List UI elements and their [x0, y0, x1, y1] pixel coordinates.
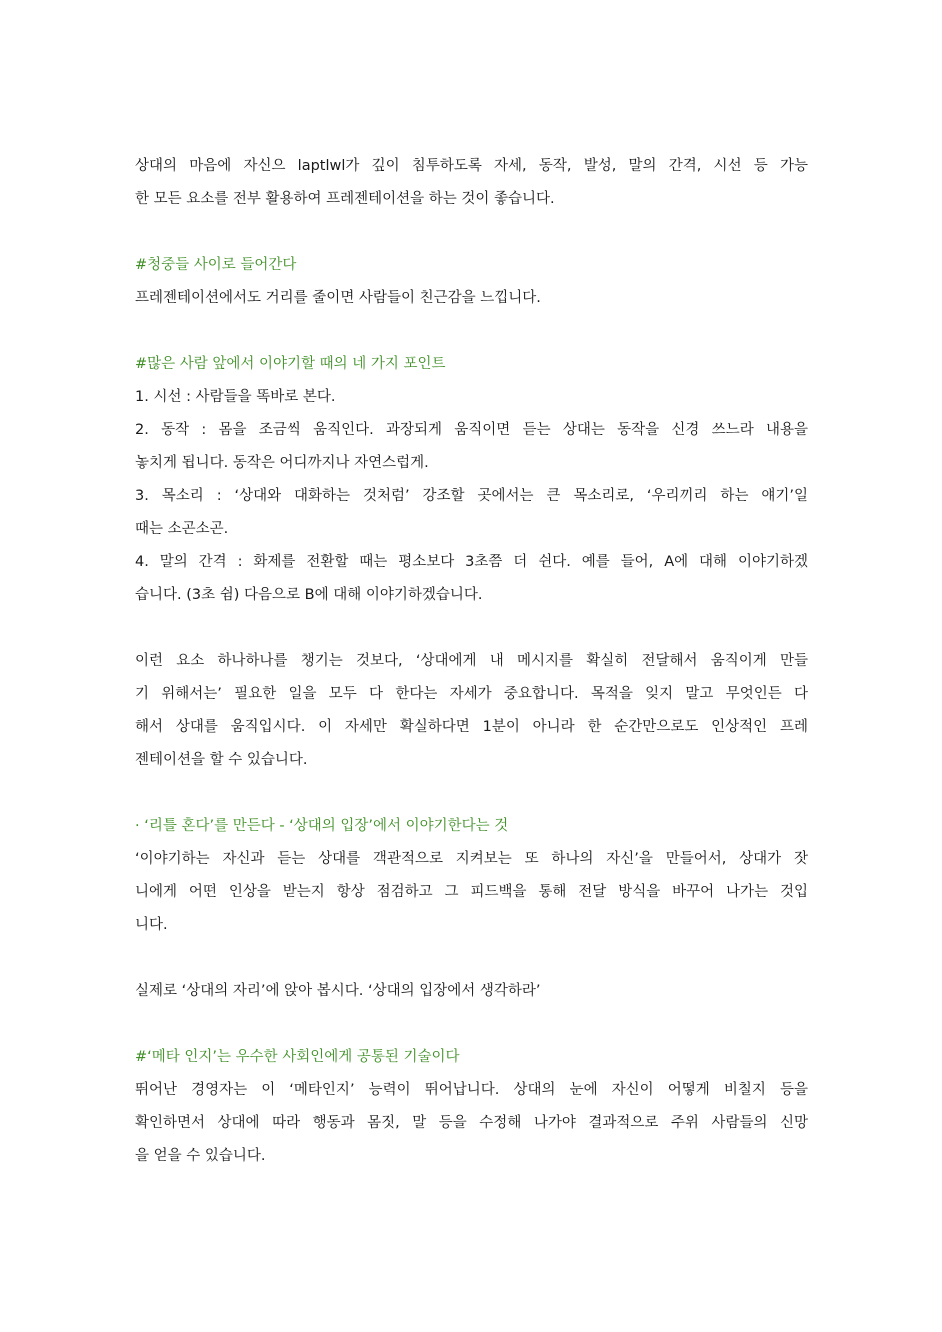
point-3-line-1: 3. 목소리 : ‘상대와 대화하는 것처럼’ 강조할 곳에서는 큰 목소리로, ‘우리끼리 하는 얘기’일 [135, 488, 808, 504]
paragraph-attitude-line-3: 해서 상대를 움직입시다. 이 자세만 확실하다면 1분이 아니라 한 순간만으로도 인상적인 프레 [135, 719, 808, 735]
point-1: 1. 시선 : 사람들을 똑바로 본다. [135, 389, 336, 405]
spacer [135, 942, 808, 975]
point-3-line-2: 때는 소곤소곤. [135, 521, 229, 537]
paragraph-attitude-line-2: 기 위해서는’ 필요한 일을 모두 다 한다는 자세가 중요합니다. 목적을 잊지 말고 무엇인든 다 [135, 686, 808, 702]
point-2-line-1: 2. 동작 : 몸을 조금씩 움직인다. 과장되게 움직이면 듣는 상대는 동작을 신경 쓰느라 내용을 [135, 422, 808, 438]
intro-line-1: 상대의 마음에 자신으 laptlwl가 깊이 침투하도록 자세, 동작, 발성, 말의 간격, 시선 등 가능 [135, 158, 808, 174]
spacer [135, 777, 808, 810]
point-4-line-1: 4. 말의 간격 : 화제를 전환할 때는 평소보다 3초쯤 더 쉰다. 예를 들어, A에 대해 이야기하겠 [135, 554, 808, 570]
paragraph-attitude-line-1: 이런 요소 하나하나를 챙기는 것보다, ‘상대에게 내 메시지를 확실히 전달해서 움직이게 만들 [135, 653, 808, 669]
section-heading-little-honda: · ‘리틀 혼다’를 만든다 - ‘상대의 입장’에서 이야기한다는 것 [135, 818, 509, 834]
document-page [135, 150, 808, 1173]
paragraph-attitude-line-4: 젠테이션을 할 수 있습니다. [135, 752, 308, 768]
section-little-honda-line-1: ‘이야기하는 자신과 듣는 상대를 객관적으로 지켜보는 또 하나의 자신’을 만들어서, 상대가 잣 [135, 851, 808, 867]
point-2-line-2: 놓치게 됩니다. 동작은 어디까지나 자연스럽게. [135, 455, 429, 471]
paragraph-seat-line-1: 실제로 ‘상대의 자리’에 앉아 봅시다. ‘상대의 입장에서 생각하라’ [135, 983, 541, 999]
section-heading-audience: #청중들 사이로 들어간다 [135, 257, 297, 273]
section-meta-cognition-line-2: 확인하면서 상대에 따라 행동과 몸짓, 말 등을 수정해 나가야 결과적으로 주위 사람들의 신망 [135, 1115, 808, 1131]
spacer [135, 612, 808, 645]
spacer [135, 216, 808, 249]
section-little-honda-line-3: 니다. [135, 917, 168, 933]
section-heading-meta-cognition: #‘메타 인지’는 우수한 사회인에게 공통된 기술이다 [135, 1049, 460, 1065]
section-little-honda-line-2: 니에게 어떤 인상을 받는지 항상 점검하고 그 피드백을 통해 전달 방식을 바꾸어 나가는 것입 [135, 884, 808, 900]
section-audience-line-1: 프레젠테이션에서도 거리를 줄이면 사람들이 친근감을 느낍니다. [135, 290, 541, 306]
spacer [135, 1008, 808, 1041]
intro-line-2: 한 모든 요소를 전부 활용하여 프레젠테이션을 하는 것이 좋습니다. [135, 191, 555, 207]
point-4-line-2: 습니다. (3초 쉼) 다음으로 B에 대해 이야기하겠습니다. [135, 587, 483, 603]
section-meta-cognition-line-3: 을 얻을 수 있습니다. [135, 1148, 266, 1164]
spacer [135, 315, 808, 348]
section-heading-four-points: #많은 사람 앞에서 이야기할 때의 네 가지 포인트 [135, 356, 446, 372]
section-meta-cognition-line-1: 뛰어난 경영자는 이 ‘메타인지’ 능력이 뛰어납니다. 상대의 눈에 자신이 어떻게 비칠지 등을 [135, 1082, 808, 1098]
